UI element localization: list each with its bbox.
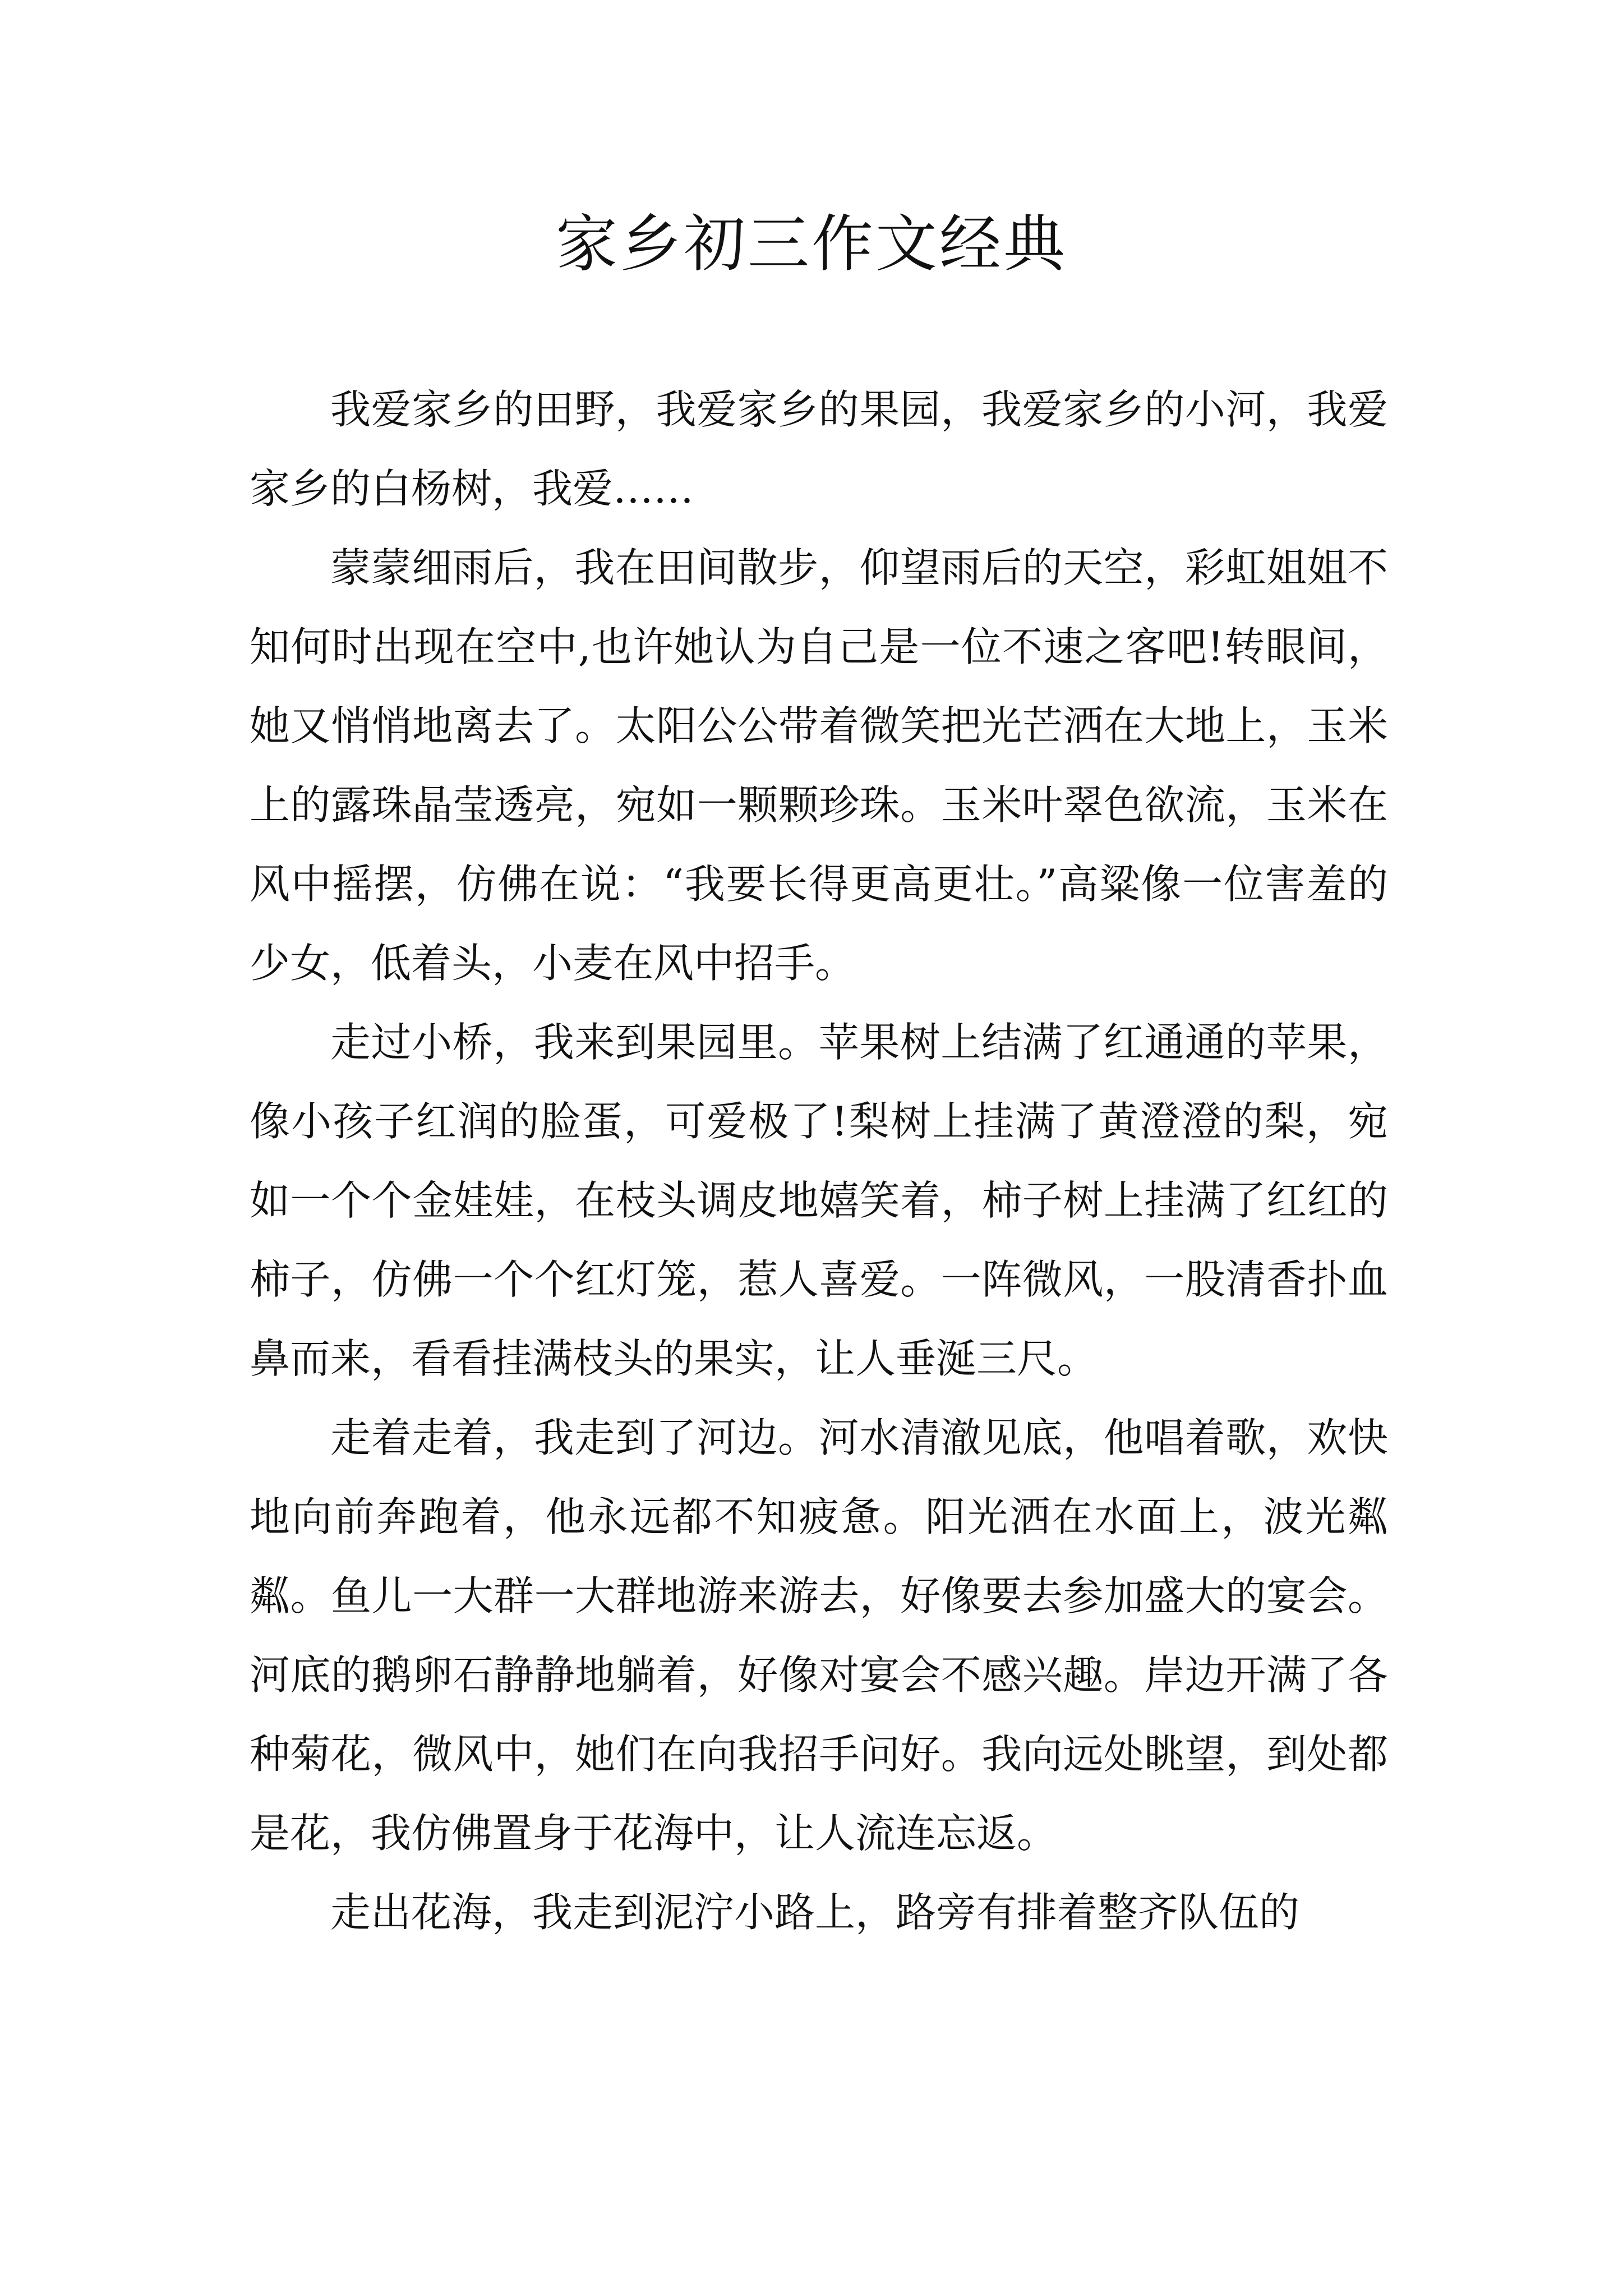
document-body [250,370,1388,1952]
paragraph: 走过小桥，我来到果园里。苹果树上结满了红通通的苹果，像小孩子红润的脸蛋，可爱极了!梨树上挂满了黄澄澄的梨，宛如一个个金娃娃，在枝头调皮地嬉笑着，柿子树上挂满了红红的柿子，仿佛一个个红灯笼，惹人喜爱。一阵微风，一股清香扑血鼻而来，看看挂满枝头的果实，让人垂涎三尺。 [250,1019,1388,1382]
paragraph: 走出花海，我走到泥泞小路上，路旁有排着整齐队伍的 [330,1889,1300,1936]
paragraph: 我爱家乡的田野，我爱家乡的果园，我爱家乡的小河，我爱家乡的白杨树，我爱…… [250,386,1388,512]
document-title: 家乡初三作文经典 [556,208,1067,280]
paragraph: 走着走着，我走到了河边。河水清澈见底，他唱着歌，欢快地向前奔跑着，他永远都不知疲惫。阳光洒在水面上，波光粼粼。鱼儿一大群一大群地游来游去，好像要去参加盛大的宴会。河底的鹅卵石静静地躺着，好像对宴会不感兴趣。岸边开满了各种菊花，微风中，她们在向我招手问好。我向远处眺望，到处都是花，我仿佛置身于花海中，让人流连忘返。 [250,1414,1388,1857]
paragraph: 蒙蒙细雨后，我在田间散步，仰望雨后的天空，彩虹姐姐不知何时出现在空中,也许她认为自己是一位不速之客吧!转眼间，她又悄悄地离去了。太阳公公带着微笑把光芒洒在大地上，玉米上的露珠晶莹透亮，宛如一颗颗珍珠。玉米叶翠色欲流，玉米在风中摇摆，仿佛在说：“我要长得更高更壮。”高粱像一位害羞的少女，低着头，小麦在风中招手。 [250,544,1388,987]
